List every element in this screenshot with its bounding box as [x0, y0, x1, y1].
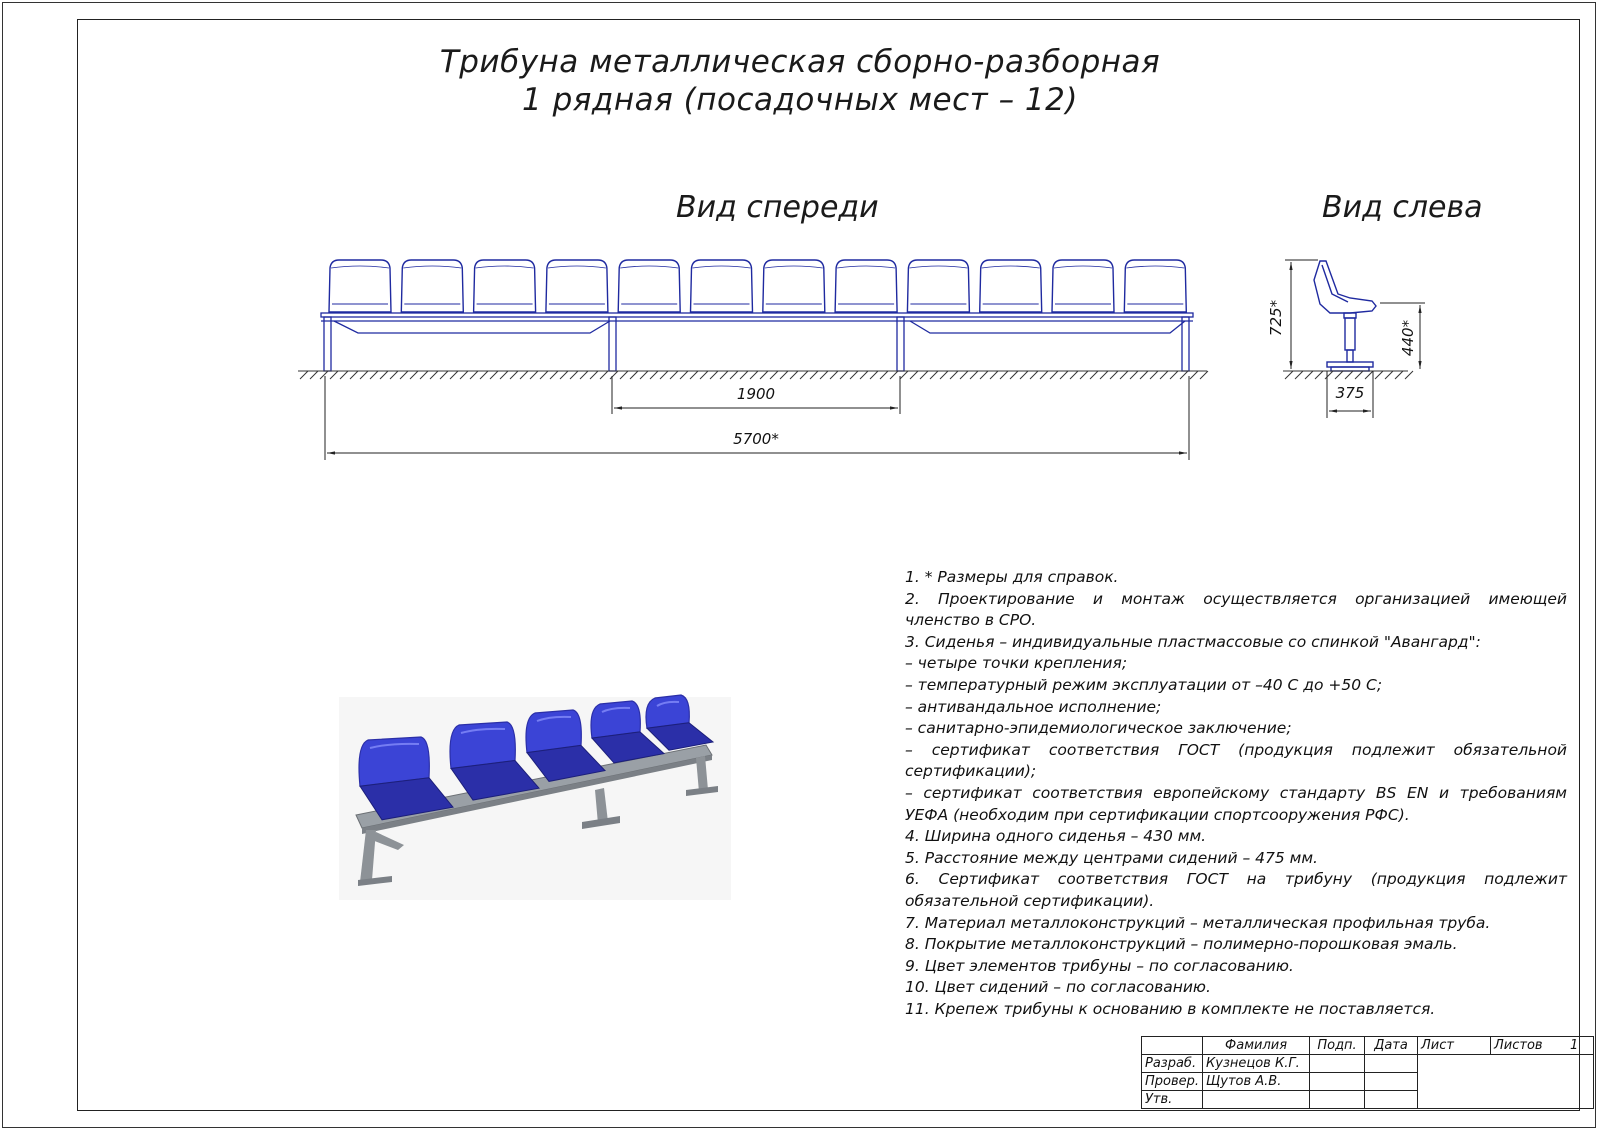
dimension-440: 440*	[1399, 319, 1417, 357]
stamp-cell-large	[1418, 1055, 1594, 1109]
note-10: 10. Цвет сидений – по согласованию.	[905, 978, 1211, 997]
stamp-role-approver: Утв.	[1142, 1091, 1203, 1109]
stamp-cell	[1310, 1055, 1365, 1073]
front-seat	[691, 260, 753, 312]
stamp-cell	[1365, 1091, 1418, 1109]
front-view-frame	[321, 313, 1193, 371]
stamp-header-surname: Фамилия	[1203, 1037, 1310, 1055]
dimension-1900: 1900	[736, 385, 776, 403]
stamp-role-checker: Провер.	[1142, 1073, 1203, 1091]
front-seat	[474, 260, 536, 312]
note-3e: – сертификат соответствия ГОСТ (продукция подлежит обязательной сертификации);	[905, 740, 1567, 781]
front-seat	[329, 260, 391, 312]
title-block	[1141, 1036, 1594, 1109]
note-9: 9. Цвет элементов трибуны – по согласованию.	[905, 956, 1294, 975]
front-seat	[835, 260, 897, 312]
stamp-header-blank	[1142, 1037, 1203, 1055]
stamp-sheets-count: 1	[1567, 1037, 1594, 1055]
stamp-header-sheet: Лист	[1418, 1037, 1491, 1055]
stamp-name-approver	[1203, 1091, 1310, 1109]
stamp-name-checker: Щутов А.В.	[1203, 1073, 1310, 1091]
note-8: 8. Покрытие металлоконструкций – полимерно-порошковая эмаль.	[905, 935, 1458, 954]
front-view-label: Вид спереди	[676, 190, 879, 225]
note-6: 6. Сертификат соответствия ГОСТ на трибуну (продукция подлежит обязательной сертификации).	[905, 870, 1567, 910]
stamp-header-signature: Подп.	[1310, 1037, 1365, 1055]
dimension-725: 725*	[1267, 299, 1285, 337]
stamp-header-sheets: Листов	[1491, 1037, 1568, 1055]
note-3b: – температурный режим эксплуатации от –40 С до +50 С;	[905, 675, 1383, 694]
front-seat	[980, 260, 1042, 312]
front-seat	[1052, 260, 1114, 312]
side-view-seat	[1314, 261, 1376, 371]
stamp-cell	[1365, 1055, 1418, 1073]
front-seat	[1124, 260, 1186, 312]
drawing-title-line1: Трибуна металлическая сборно-разборная	[439, 44, 1161, 80]
front-ground-line	[298, 371, 1208, 379]
note-5: 5. Расстояние между центрами сидений – 475 мм.	[905, 848, 1318, 867]
stamp-cell	[1310, 1073, 1365, 1091]
drawing-title-line2: 1 рядная (посадочных мест – 12)	[522, 82, 1078, 118]
stamp-role-developer: Разраб.	[1142, 1055, 1203, 1073]
note-4: 4. Ширина одного сиденья – 430 мм.	[905, 827, 1207, 846]
front-seat	[546, 260, 608, 312]
note-7: 7. Материал металлоконструкций – металлическая профильная труба.	[905, 913, 1491, 932]
front-seat	[763, 260, 825, 312]
stamp-cell	[1310, 1091, 1365, 1109]
stamp-name-developer: Кузнецов К.Г.	[1203, 1055, 1310, 1073]
note-11: 11. Крепеж трибуны к основанию в комплекте не поставляется.	[905, 999, 1436, 1018]
front-seat	[618, 260, 680, 312]
side-ground-line	[1283, 371, 1413, 379]
note-3d: – санитарно-эпидемиологическое заключение;	[905, 719, 1292, 738]
note-3c: – антивандальное исполнение;	[905, 697, 1162, 716]
left-view-label: Вид слева	[1322, 190, 1483, 225]
note-3f: – сертификат соответствия европейскому стандарту BS EN и требованиям УЕФА (необходим при сертификации спортсооружения РФС).	[905, 783, 1567, 824]
note-1: 1. * Размеры для справок.	[905, 568, 1119, 586]
note-3a: – четыре точки крепления;	[905, 654, 1128, 673]
note-3: 3. Сиденья – индивидуальные пластмассовые со спинкой "Авангард":	[905, 632, 1481, 651]
dimension-375: 375	[1335, 384, 1365, 402]
notes-block	[905, 567, 1567, 1020]
front-view-seats	[329, 260, 1186, 312]
seating-render-image	[339, 695, 731, 900]
stamp-header-date: Дата	[1365, 1037, 1418, 1055]
front-seat	[401, 260, 463, 312]
stamp-cell	[1365, 1073, 1418, 1091]
note-2: 2. Проектирование и монтаж осуществляется организацией имеющей членство в СРО.	[905, 589, 1567, 630]
front-seat	[907, 260, 969, 312]
dimension-5700: 5700*	[733, 430, 779, 448]
